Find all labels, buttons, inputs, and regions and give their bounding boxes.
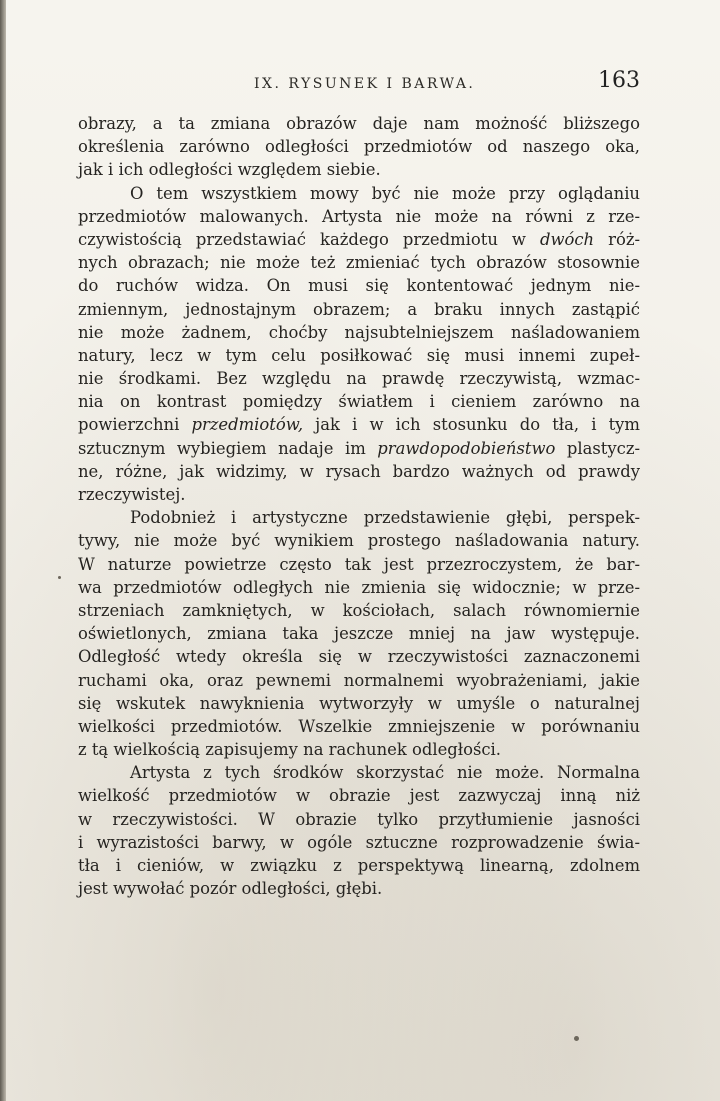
page-header: [80, 68, 640, 98]
text-line: określenia zarówno odległości przedmiotów od naszego oka,: [78, 137, 640, 157]
text-line: tywy, nie może być wynikiem prostego naśladowania natury.: [78, 531, 640, 551]
text-line: sztucznym wybiegiem nadaje im prawdopodobieństwo plastycz-: [78, 438, 640, 458]
paragraph: [78, 112, 640, 182]
text-line: i wyrazistości barwy, w ogóle sztuczne rozprowadzenie świa-: [78, 832, 640, 852]
text-line: nych obrazach; nie może też zmieniać tych obrazów stosownie: [78, 253, 640, 273]
paragraph: [78, 506, 640, 761]
text-line: w rzeczywistości. W obrazie tylko przytłumienie jasności: [78, 809, 640, 829]
text-line: W naturze powietrze często tak jest przezroczystem, że bar-: [78, 554, 640, 574]
paragraph: [78, 182, 640, 507]
text-line: do ruchów widza. On musi się kontentować jednym nie-: [78, 276, 640, 296]
text-line: Odległość wtedy określa się w rzeczywistości zaznaczonemi: [78, 647, 640, 667]
paper-speck: [58, 576, 61, 579]
text-line: zmiennym, jednostajnym obrazem; a braku innych zastąpić: [78, 299, 640, 319]
text-line: wielkość przedmiotów w obrazie jest zazwyczaj inną niż: [78, 786, 640, 806]
text-line: wielkości przedmiotów. Wszelkie zmniejszenie w porównaniu: [78, 716, 640, 736]
text-line: nia on kontrast pomiędzy światłem i cieniem zarówno na: [78, 392, 640, 412]
text-line: tła i cieniów, w związku z perspektywą linearną, zdolnem: [78, 856, 640, 875]
text-line: Podobnież i artystyczne przedstawienie głębi, perspek-: [130, 508, 640, 528]
text-line: obrazy, a ta zmiana obrazów daje nam możność bliższego: [78, 114, 640, 133]
binding-edge: [0, 0, 6, 1101]
italic-word: przedmiotów,: [191, 415, 304, 435]
text-line: ruchami oka, oraz pewnemi normalnemi wyobrażeniami, jakie: [78, 670, 640, 690]
text-line: czywistością przedstawiać każdego przedmiotu w dwóch róż-: [78, 229, 640, 249]
text-line: nie może żadnem, choćby najsubtelniejszem naśladowaniem: [78, 322, 640, 342]
text-line: strzeniach zamkniętych, w kościołach, salach równomiernie: [78, 600, 640, 620]
text-line: rzeczywistej.: [78, 485, 186, 504]
paragraph: [78, 761, 640, 900]
text-line: wa przedmiotów odległych nie zmienia się widocznie; w prze-: [78, 577, 640, 597]
text-line: natury, lecz w tym celu posiłkować się musi innemi zupeł-: [78, 345, 640, 365]
running-title: IX. RYSUNEK I BARWA.: [254, 76, 476, 92]
text-line: nie środkami. Bez względu na prawdę rzeczywistą, wzmac-: [78, 369, 640, 389]
text-line: się wskutek nawyknienia wytworzyły w umyśle o naturalnej: [78, 693, 640, 713]
text-line: z tą wielkością zapisujemy na rachunek odległości.: [78, 740, 502, 760]
text-line: powierzchni przedmiotów, jak i w ich stosunku do tła, i tym: [78, 415, 640, 435]
text-line: oświetlonych, zmiana taka jeszcze mniej na jaw występuje.: [78, 624, 640, 644]
text-line: ne, różne, jak widzimy, w rysach bardzo ważnych od prawdy: [78, 461, 640, 481]
italic-word: dwóch: [539, 229, 595, 249]
text-line: przedmiotów malowanych. Artysta nie może na równi z rze-: [78, 206, 640, 226]
text-line: Artysta z tych środków skorzystać nie może. Normalna: [130, 763, 640, 783]
page-number: 163: [598, 68, 640, 93]
body-text: [78, 112, 640, 900]
text-line: jak i ich odległości względem siebie.: [78, 160, 381, 180]
italic-word: prawdopodobieństwo: [377, 438, 556, 458]
text-line: O tem wszystkiem mowy być nie może przy oglądaniu: [130, 183, 640, 203]
paper-speck: [574, 1036, 579, 1041]
text-line: jest wywołać pozór odległości, głębi.: [78, 879, 383, 899]
